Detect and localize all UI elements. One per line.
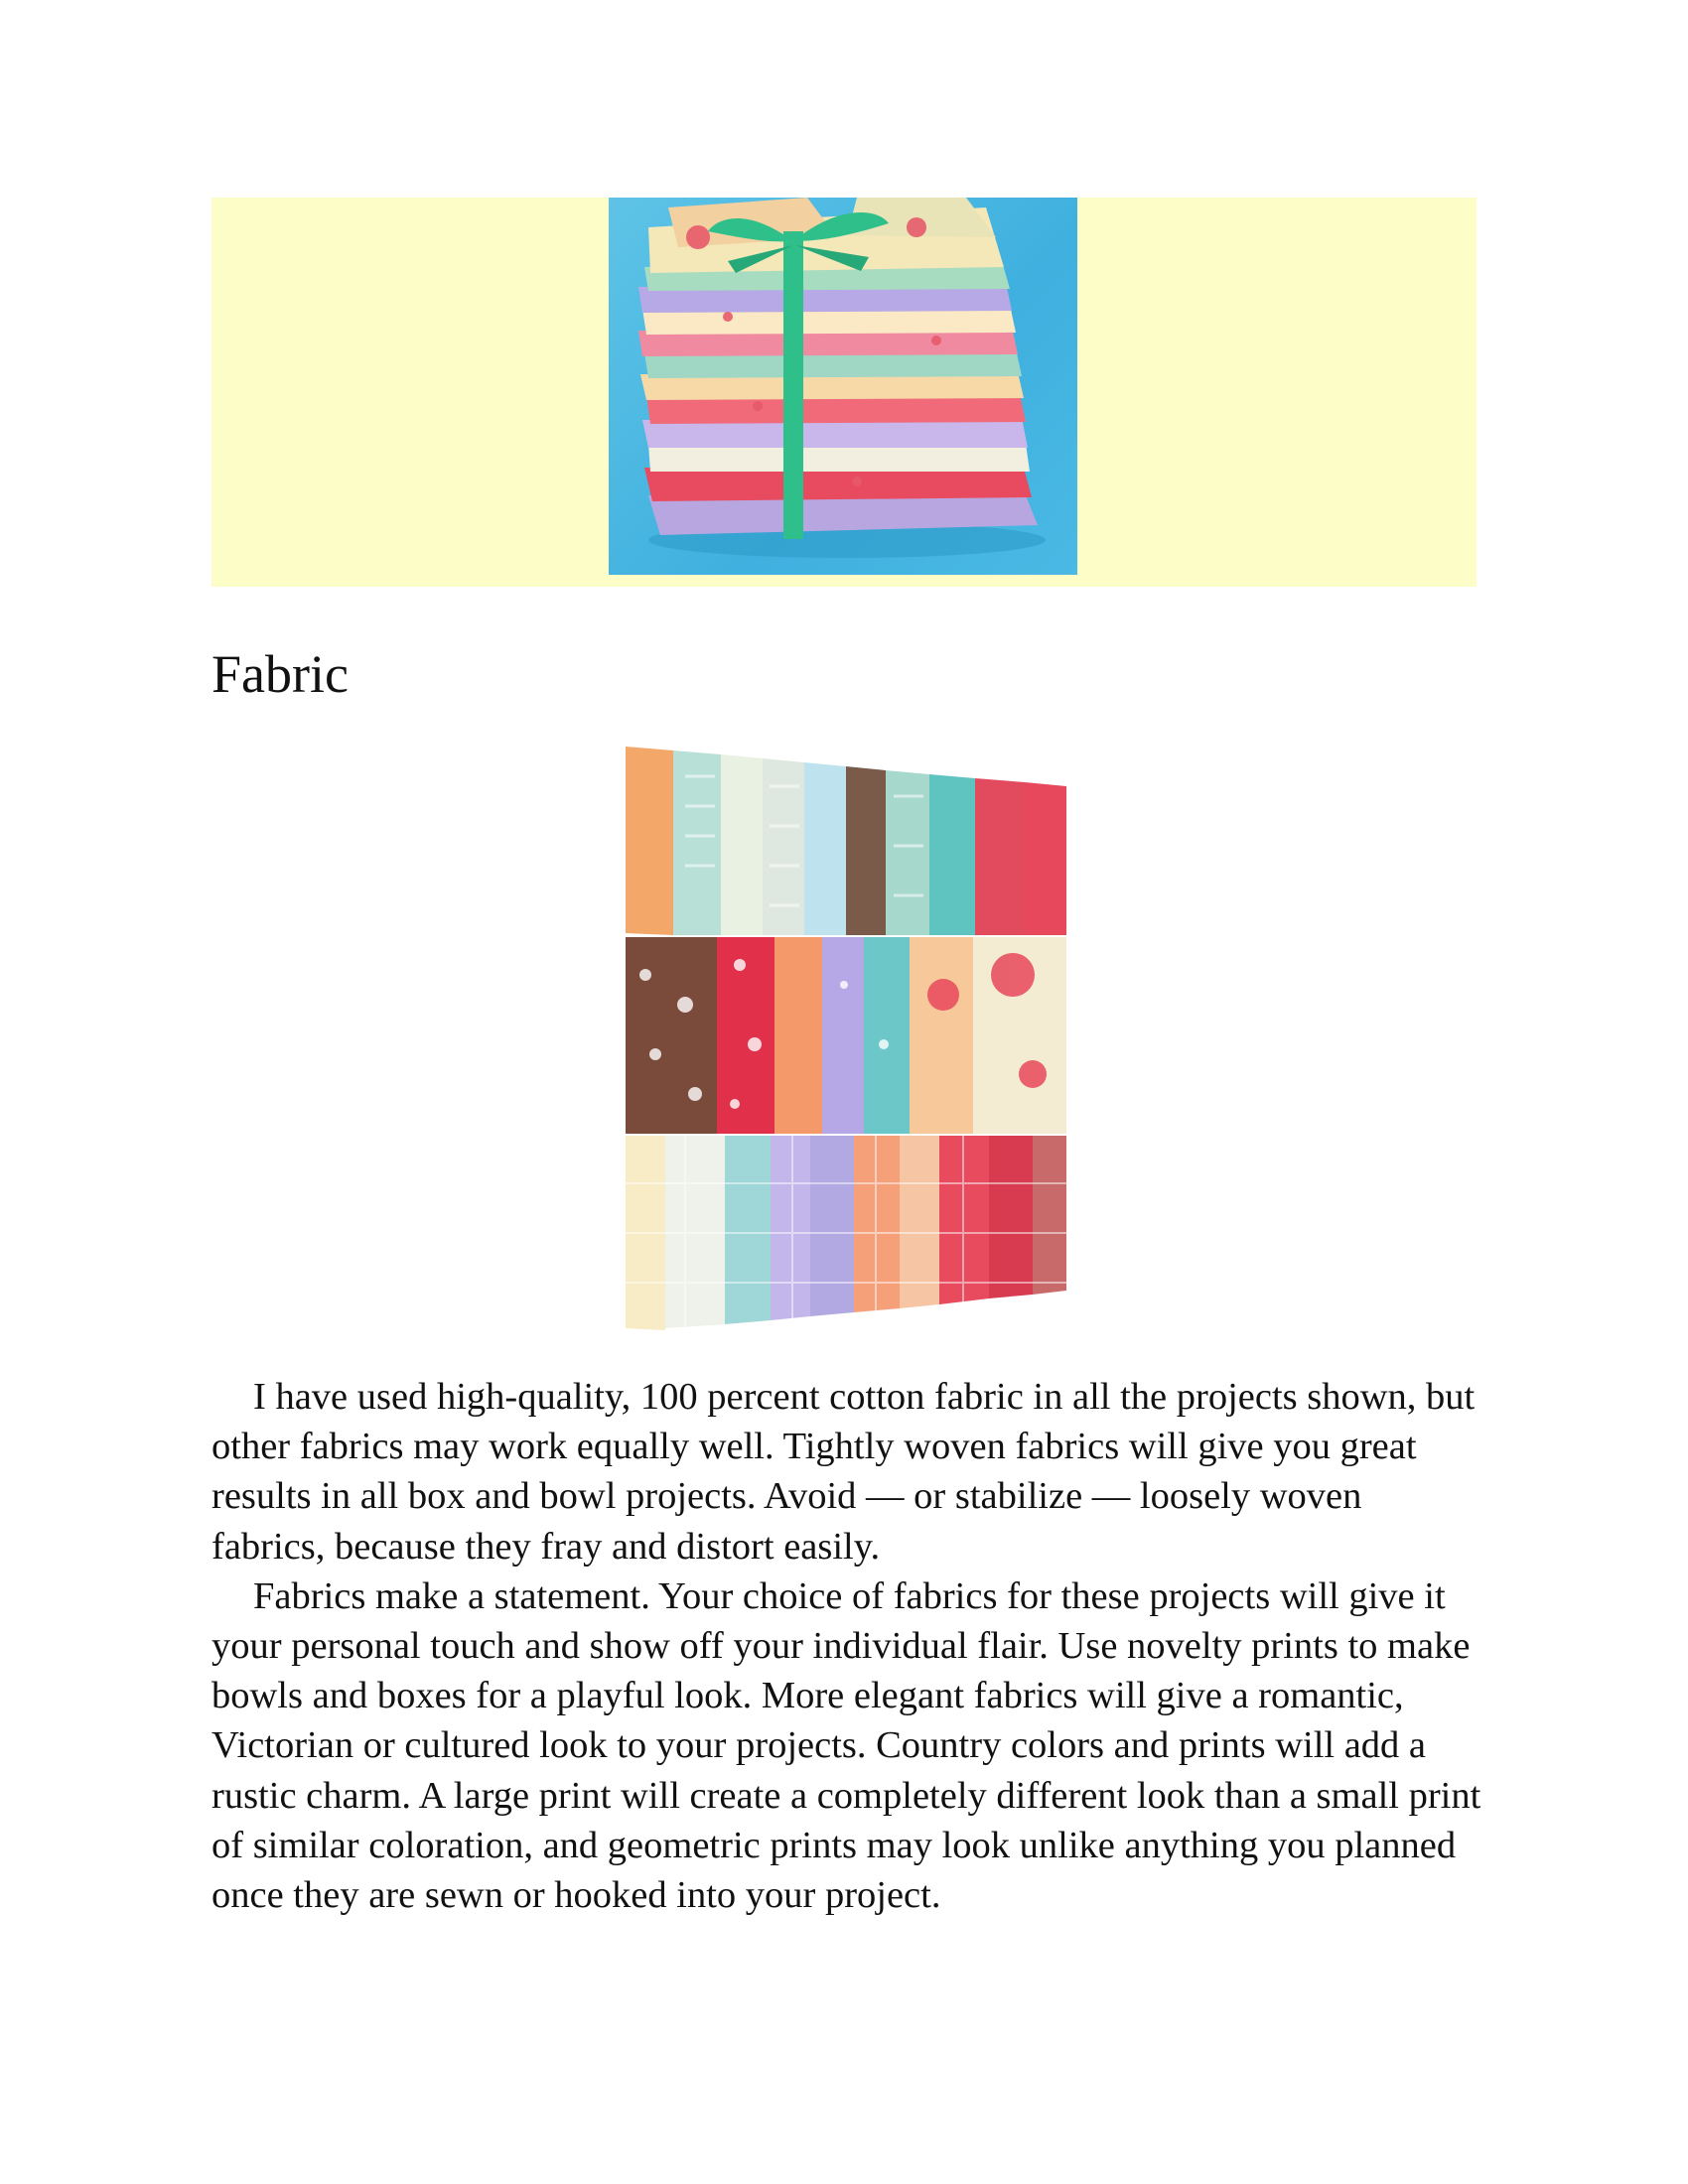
body-text (211, 1372, 1482, 1920)
fabric-swatches-photo (626, 747, 1072, 1330)
paragraph-2: Fabrics make a statement. Your choice of fabrics for these projects will give it your personal touch and show off your individual flair. Use novelty prints to make bowls and boxes for a playful look. More elegant fabrics will give a romantic, Victorian or cultured look to your projects. Country colors and prints will add a rustic charm. A large print will create a completely different look than a small print of similar coloration, and geometric prints may look unlike anything you planned once they are sewn or hooked into your project. (211, 1574, 1481, 1917)
banner (211, 198, 1477, 587)
paragraph-1: I have used high-quality, 100 percent cotton fabric in all the projects shown, but other fabrics may work equally well. Tightly woven fabrics will give you great results in all box and bowl projects. Avoid — or stabilize — loosely woven fabrics, because they fray and distort easily. (211, 1376, 1476, 1568)
page-heading: Fabric (211, 644, 349, 704)
fabric-bundle-photo (609, 198, 1077, 575)
